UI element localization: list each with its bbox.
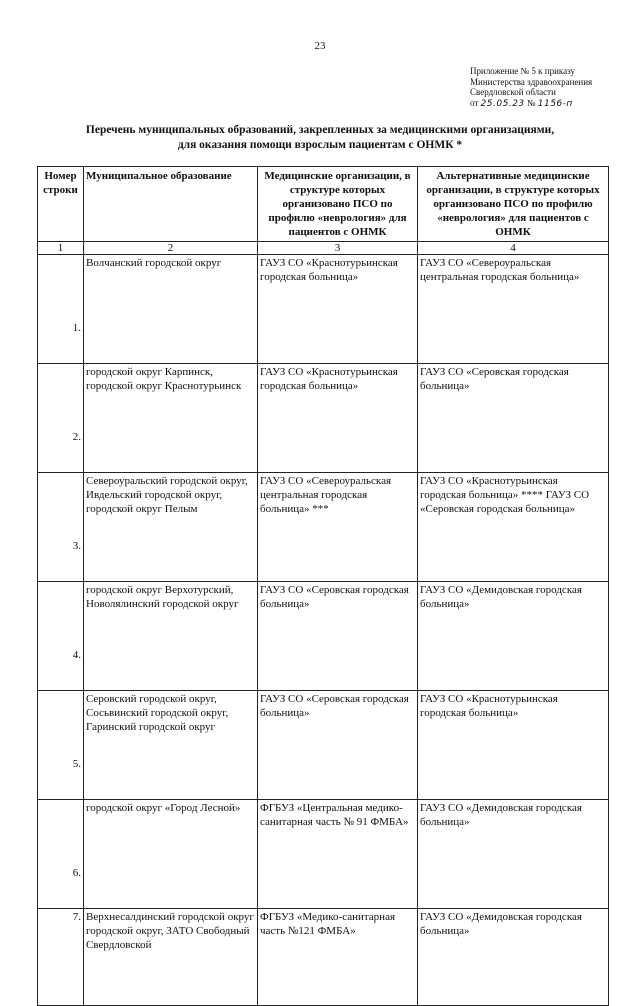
row-number: 5. xyxy=(38,691,84,800)
column-number: 1 xyxy=(38,242,84,255)
municipality-cell: Серовский городской округ, Сосьвинский городской округ, Гаринский городской округ xyxy=(84,691,258,800)
appendix-number-label: № xyxy=(526,97,536,108)
title-line-2: для оказания помощи взрослым пациентам с ОНМК * xyxy=(177,139,463,151)
organizations-table xyxy=(37,166,609,1006)
municipality-cell: городской округ «Город Лесной» xyxy=(84,800,258,909)
organization-cell: ГАУЗ СО «Серовская городская больница» xyxy=(258,691,418,800)
appendix-header xyxy=(470,66,630,109)
table-header-row xyxy=(38,167,609,242)
appendix-number: 1156-п xyxy=(537,98,573,109)
organization-cell: ФГБУЗ «Центральная медико-санитарная часть № 91 ФМБА» xyxy=(258,800,418,909)
alternative-organization-cell: ГАУЗ СО «Североуральская центральная городская больница» xyxy=(418,255,609,364)
page-number: 23 xyxy=(314,40,326,52)
row-number: 6. xyxy=(38,800,84,909)
appendix-line-2: Министерства здравоохранения xyxy=(470,76,593,87)
organization-cell: ГАУЗ СО «Краснотурьинская городская больница» xyxy=(258,255,418,364)
appendix-from-label: от xyxy=(470,97,479,108)
row-number: 3. xyxy=(38,473,84,582)
table-row xyxy=(38,473,609,582)
alternative-organization-cell: ГАУЗ СО «Демидовская городская больница» xyxy=(418,909,609,1006)
alternative-organization-cell: ГАУЗ СО «Краснотурьинская городская больница» **** ГАУЗ СО «Серовская городская больница» xyxy=(418,473,609,582)
municipality-cell: Североуральский городской округ, Ивдельский городской округ, городской округ Пелым xyxy=(84,473,258,582)
row-number: 4. xyxy=(38,582,84,691)
municipality-cell: городской округ Верхотурский, Новолялинский городской округ xyxy=(84,582,258,691)
document-title xyxy=(40,123,600,153)
appendix-date-line xyxy=(470,98,630,110)
table-row xyxy=(38,364,609,473)
column-numbers-row xyxy=(38,242,609,255)
table-row xyxy=(38,800,609,909)
organization-cell: ГАУЗ СО «Краснотурьинская городская больница» xyxy=(258,364,418,473)
row-number: 1. xyxy=(38,255,84,364)
table-row xyxy=(38,691,609,800)
table-row xyxy=(38,909,609,1006)
municipality-cell: Верхнесалдинский городской округ городской округ, ЗАТО Свободный Свердловской xyxy=(84,909,258,1006)
column-number: 4 xyxy=(418,242,609,255)
column-number: 2 xyxy=(84,242,258,255)
table-row xyxy=(38,255,609,364)
alternative-organization-cell: ГАУЗ СО «Демидовская городская больница» xyxy=(418,800,609,909)
column-number: 3 xyxy=(258,242,418,255)
organization-cell: ФГБУЗ «Медико-санитарная часть №121 ФМБА» xyxy=(258,909,418,1006)
organization-cell: ГАУЗ СО «Серовская городская больница» xyxy=(258,582,418,691)
appendix-line-1: Приложение № 5 к приказу xyxy=(470,66,575,76)
row-number: 2. xyxy=(38,364,84,473)
header-alternative-organizations: Альтернативные медицинские организации, в структуре которых организовано ПСО по профилю «неврология» для пациентов с ОНМК xyxy=(418,167,609,242)
title-line-1: Перечень муниципальных образований, закрепленных за медицинскими организациями, xyxy=(85,124,555,136)
row-number: 7. xyxy=(38,909,84,1006)
municipality-cell: городской округ Карпинск, городской округ Краснотурьинск xyxy=(84,364,258,473)
appendix-date: 25.05.23 xyxy=(480,98,525,109)
appendix-line-3: Свердловской области xyxy=(470,87,556,97)
alternative-organization-cell: ГАУЗ СО «Серовская городская больница» xyxy=(418,364,609,473)
alternative-organization-cell: ГАУЗ СО «Краснотурьинская городская больница» xyxy=(418,691,609,800)
organization-cell: ГАУЗ СО «Североуральская центральная городская больница» *** xyxy=(258,473,418,582)
header-organizations: Медицинские организации, в структуре которых организовано ПСО по профилю «неврология» для пациентов с ОНМК xyxy=(258,167,418,242)
municipality-cell: Волчанский городской округ xyxy=(84,255,258,364)
header-municipality: Муниципальное образование xyxy=(84,167,258,242)
table-row xyxy=(38,582,609,691)
alternative-organization-cell: ГАУЗ СО «Демидовская городская больница» xyxy=(418,582,609,691)
header-row-number: Номер строки xyxy=(38,167,84,242)
